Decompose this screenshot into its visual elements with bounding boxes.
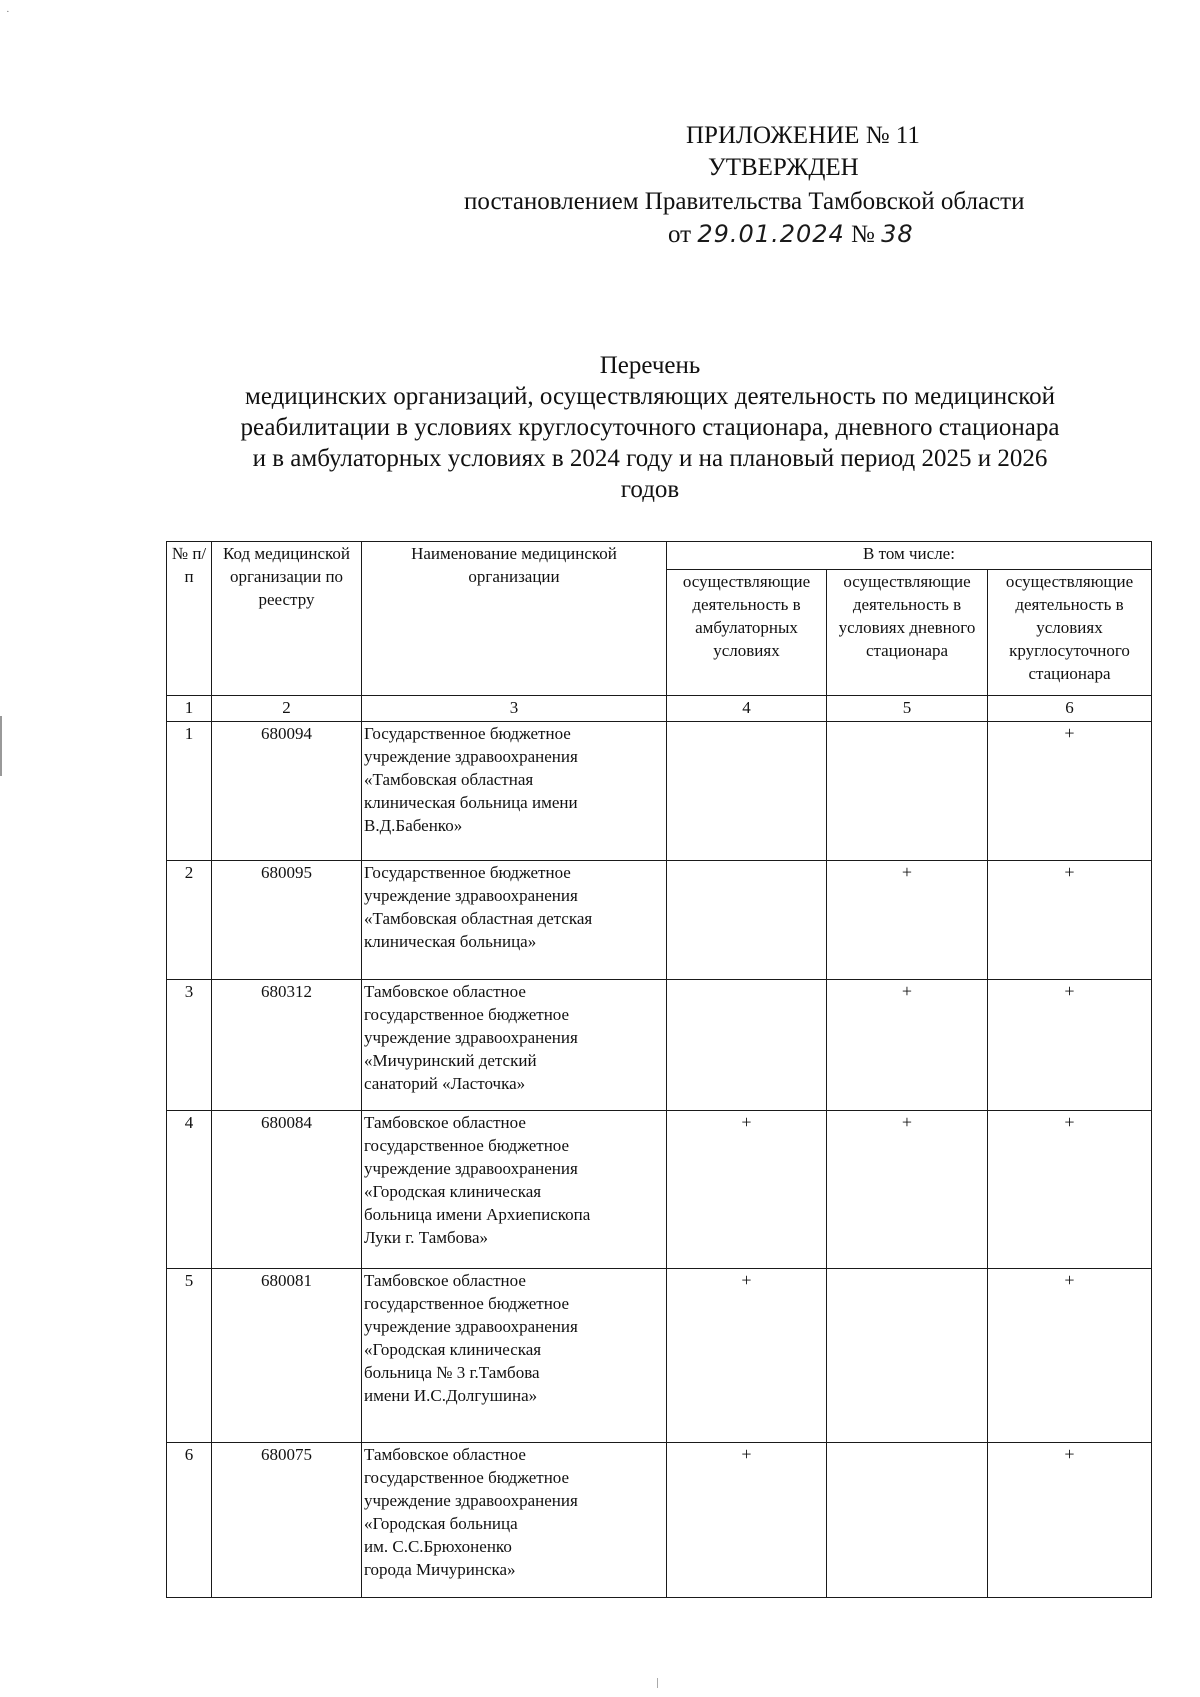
name-line: больница имени Архиепископа [364,1205,591,1224]
table-row [167,722,1152,861]
column-number-2: 2 [212,696,362,722]
title-line-3: реабилитации в условиях круглосуточного стационара, дневного стационара [240,414,1060,441]
row-number: 5 [167,1269,212,1443]
name-line: В.Д.Бабенко» [364,816,463,835]
organization-name [362,1111,667,1269]
day-hospital-mark [827,1269,988,1443]
name-line: имени И.С.Долгушина» [364,1386,538,1405]
name-line: «Городская клиническая [364,1182,542,1201]
name-line: санаторий «Ласточка» [364,1074,526,1093]
ambulatory-mark: + [667,1269,827,1443]
day-hospital-mark: + [827,861,988,980]
round-the-clock-mark: + [988,1269,1152,1443]
name-line: города Мичуринска» [364,1560,516,1579]
row-number: 3 [167,980,212,1111]
name-line: Государственное бюджетное [364,863,571,882]
name-line: им. С.С.Брюхоненко [364,1537,512,1556]
scan-bottom-tick [657,1678,658,1688]
decree-line: постановлением Правительства Тамбовской области [464,188,1025,215]
organization-name [362,980,667,1111]
name-line: больница № 3 г.Тамбова [364,1363,540,1382]
ambulatory-mark: + [667,1111,827,1269]
day-hospital-mark [827,1443,988,1598]
name-line: учреждение здравоохранения [364,747,578,766]
header-name: Наименование медицинской организации [362,542,667,696]
column-number-5: 5 [827,696,988,722]
date-line [668,219,914,250]
day-hospital-mark: + [827,980,988,1111]
name-line: «Городская клиническая [364,1340,542,1359]
name-line: клиническая больница имени [364,793,578,812]
registry-code: 680084 [212,1111,362,1269]
name-line: Тамбовское областное [364,982,526,1001]
ambulatory-mark [667,722,827,861]
organization-name [362,1269,667,1443]
organizations-table [166,541,1152,1598]
name-line: «Городская больница [364,1514,518,1533]
registry-code: 680094 [212,722,362,861]
title-line-1: Перечень [599,352,701,379]
column-number-4: 4 [667,696,827,722]
number-prefix: № [851,221,875,248]
header-ambulatory: осуществляющие деятельность в амбулаторных условиях [667,570,827,696]
table-row [167,1111,1152,1269]
row-number: 1 [167,722,212,861]
day-hospital-mark: + [827,1111,988,1269]
name-line: учреждение здравоохранения [364,1491,578,1510]
column-number-3: 3 [362,696,667,722]
column-number-6: 6 [988,696,1152,722]
name-line: государственное бюджетное [364,1136,570,1155]
name-line: учреждение здравоохранения [364,886,578,905]
name-line: «Мичуринский детский [364,1051,537,1070]
name-line: государственное бюджетное [364,1468,570,1487]
organization-name [362,722,667,861]
table-row [167,1443,1152,1598]
title-line-5: годов [620,476,680,503]
title-line-2: медицинских организаций, осуществляющих деятельность по медицинской [245,383,1055,410]
registry-code: 680075 [212,1443,362,1598]
header-round-the-clock: осуществляющие деятельность в условиях круглосуточного стационара [988,570,1152,696]
round-the-clock-mark: + [988,861,1152,980]
ambulatory-mark [667,980,827,1111]
header-num: № п/п [167,542,212,696]
name-line: Тамбовское областное [364,1113,526,1132]
registry-code: 680095 [212,861,362,980]
table-row [167,1269,1152,1443]
name-line: государственное бюджетное [364,1294,570,1313]
document-title [170,350,1130,505]
name-line: клиническая больница» [364,932,537,951]
title-line-4: и в амбулаторных условиях в 2024 году и на плановый период 2025 и 2026 [252,445,1048,472]
registry-code: 680312 [212,980,362,1111]
ambulatory-mark [667,861,827,980]
round-the-clock-mark: + [988,722,1152,861]
appendix-number: ПРИЛОЖЕНИЕ № 11 [686,122,920,149]
name-line: Луки г. Тамбова» [364,1228,489,1247]
round-the-clock-mark: + [988,1111,1152,1269]
header-day-hospital: осуществляющие деятельность в условиях дневного стационара [827,570,988,696]
scan-edge-mark [0,716,2,776]
organization-name [362,861,667,980]
registry-code: 680081 [212,1269,362,1443]
handwritten-number: 38 [881,220,914,248]
header-code: Код медицинской организации по реестру [212,542,362,696]
row-number: 6 [167,1443,212,1598]
ambulatory-mark: + [667,1443,827,1598]
name-line: Тамбовское областное [364,1445,526,1464]
row-number: 2 [167,861,212,980]
name-line: государственное бюджетное [364,1005,570,1024]
name-line: учреждение здравоохранения [364,1028,578,1047]
day-hospital-mark [827,722,988,861]
date-prefix: от [668,221,692,248]
round-the-clock-mark: + [988,980,1152,1111]
approved-label: УТВЕРЖДЕН [708,154,859,181]
header-including: В том числе: [667,542,1152,570]
column-number-1: 1 [167,696,212,722]
name-line: Тамбовское областное [364,1271,526,1290]
round-the-clock-mark: + [988,1443,1152,1598]
name-line: Государственное бюджетное [364,724,571,743]
row-number: 4 [167,1111,212,1269]
table-row [167,980,1152,1111]
table-row [167,861,1152,980]
organization-name [362,1443,667,1598]
name-line: учреждение здравоохранения [364,1159,578,1178]
handwritten-date: 29.01.2024 [697,220,845,248]
name-line: учреждение здравоохранения [364,1317,578,1336]
name-line: «Тамбовская областная [364,770,534,789]
scan-speck: · [6,6,10,18]
name-line: «Тамбовская областная детская [364,909,593,928]
